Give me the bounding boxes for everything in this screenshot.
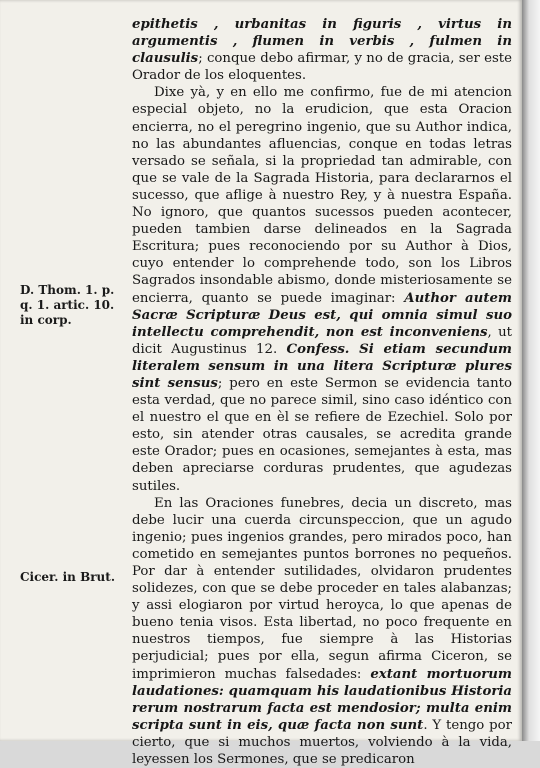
- marginal-note: Cicer. in Brut.: [20, 570, 115, 584]
- italic-quotation: Confess. Si etiam secundum literalem sensum in una litera Scripturæ plures sint sensus: [132, 341, 512, 391]
- paragraph: [132, 16, 512, 84]
- italic-quotation: Author autem Sacræ Scripturæ Deus est, qui omnia simul suo intellectu comprehendit, non est inconveniens: [132, 290, 512, 340]
- paragraph: [132, 84, 512, 494]
- paragraph: [132, 495, 512, 768]
- page-edge-shadow: [522, 0, 540, 741]
- text-run: ; pero en este Sermon se evidencia tanto esta verdad, que no parece simil, sino caso idéntico con el nuestro el que en èl se refiere de Ezechiel. Solo por esto, sin atender otras causales, se acredita grande este Orador; pues en ocasiones, semejantes à esta, mas deben apreciarse corduras prudentes, que agudezas sutiles.: [132, 375, 512, 494]
- marginal-note: D. Thom. 1. p. q. 1. artic. 10. in corp.: [20, 283, 115, 327]
- text-run: , ut dicit Augustinus 12.: [132, 324, 512, 357]
- text-run: Dixe yà, y en ello me confirmo, fue de mi atencion especial objeto, no la erudicion, que esta Oracion encierra, no el peregrino ingenio, que su Author indica, no las abundantes afluencias, conque en todas letras versado se señala, si la propriedad tan admirable, con que se vale de la Sagrada Historia, para declararnos el sucesso, que aflige à nuestro Rey, y à nuestra España. No ignoro, que quantos sucessos pueden acontecer, pueden tambien darse delineados en la Sagrada Escritura; pues reconociendo por su Author à Dios, cuyo entender lo comprehende todo, son los Libros Sagrados insondable abismo, donde misteriosamente se encierra, quanto se puede imaginar:: [132, 85, 512, 306]
- italic-quotation: extant mortuorum laudationes: quamquam his laudationibus Historia rerum nostrarum facta est mendosior; multa enim scripta sunt in eis, quæ facta non sunt: [132, 666, 512, 733]
- italic-quotation: epithetis , urbanitas in figuris , virtus in argumentis , flumen in verbis , fulmen in clausulis: [132, 17, 512, 67]
- text-run: . Y tengo por cierto, que si muchos muertos, volviendo à la vida, leyessen los Sermones, que se predicaron: [132, 717, 512, 768]
- text-run: En las Oraciones funebres, decia un discreto, mas debe lucir una cuerda circunspeccion, que un agudo ingenio; pues ingenios grandes, pero mirados poco, han cometido en semejantes puntos borrones no pequeños. Por dar à entender sutilidades, olvidaron prudentes solidezes, con que se debe proceder en tales alabanzas; y assi elogiaron por virtud heroyca, lo que apenas de bueno tenia visos. Esta libertad, no poco frequente en nuestros tiempos, fue siempre à las Historias perjudicial; pues por ella, segun afirma Ciceron, se imprimieron muchas falsedades:: [132, 495, 512, 682]
- text-run: ; conque debo afirmar, y no de gracia, ser este Orador de los eloquentes.: [132, 51, 512, 84]
- page-body-text: [132, 16, 512, 768]
